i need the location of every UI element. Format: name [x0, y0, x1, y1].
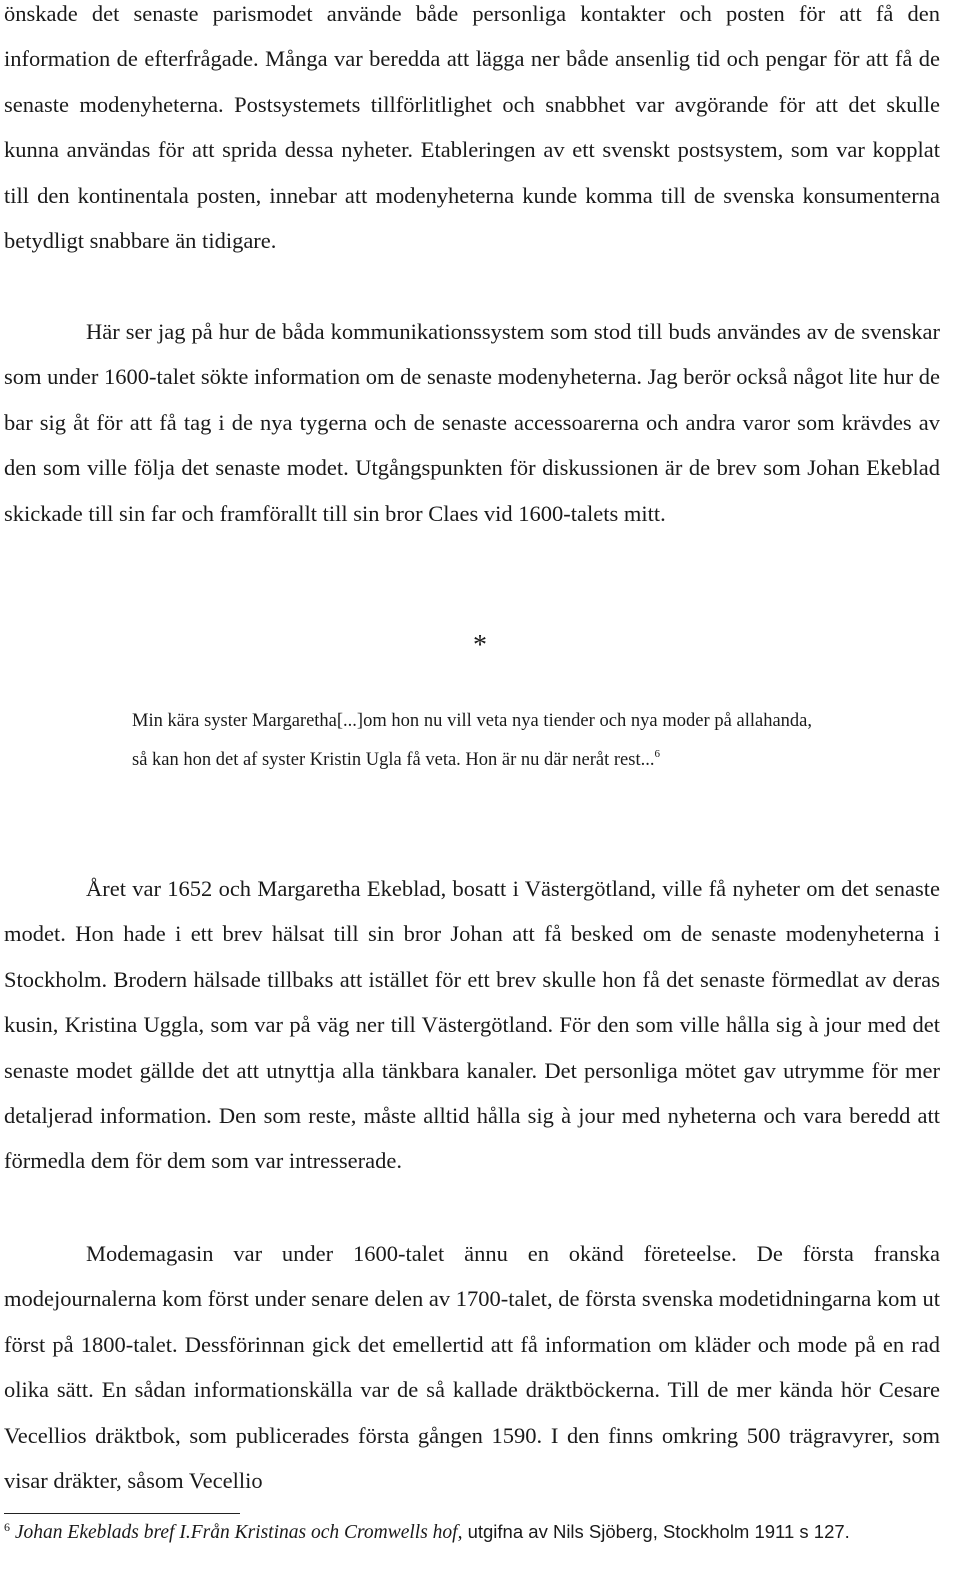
- footnote-divider: [4, 1513, 240, 1514]
- body-paragraph-1: önskade det senaste parismodet använde både personliga kontakter och posten för att få den information de efterfrågade. Många var beredda att lägga ner både ansenlig tid och pengar för att få de senaste modenyheterna. Postsystemets tillförlitlighet och snabbhet var avgörande för att det skulle kunna användas för att sprida dessa nyheter. Etableringen av ett svenskt postsystem, som var kopplat till den kontinentala posten, innebar att modenyheterna kunde komma till de svenska konsumenterna betydligt snabbare än tidigare.: [4, 1, 940, 254]
- block-quote-text: Min kära syster Margaretha[...]om hon nu vill veta nya tiender och nya moder på allahanda, så kan hon det af syster Kristin Ugla få veta. Hon är nu där neråt rest...: [132, 711, 812, 770]
- section-separator: *: [473, 630, 487, 661]
- footnote-citation: utgifna av Nils Sjöberg, Stockholm 1911 s 127.: [462, 1521, 850, 1542]
- footnote-reference: 6: [654, 748, 660, 760]
- footnote-title: Johan Ekeblads bref I.Från Kristinas och Cromwells hof,: [14, 1522, 463, 1543]
- block-quote: [132, 702, 812, 780]
- body-paragraph-4: Modemagasin var under 1600-talet ännu en okänd företeelse. De första franska modejournalerna kom först under senare delen av 1700-talet, de första svenska modetidningarna kom ut först på 1800-talet. Dessförinnan gick det emellertid att få information om kläder och mode på en rad olika sätt. En sådan informationskälla var de så kallade dräktböckerna. Till de mer kända hör Cesare Vecellios dräktbok, som publicerades första gången 1590. I den finns omkring 500 trägravyrer, som visar dräkter, såsom Vecellio: [4, 1241, 940, 1494]
- footnote-number: 6: [4, 1520, 10, 1534]
- footnote: [4, 1519, 940, 1545]
- body-paragraph-2: Här ser jag på hur de båda kommunikationssystem som stod till buds användes av de svenskar som under 1600-talet sökte information om de senaste modenyheterna. Jag berör också något lite hur de bar sig åt för att få tag i de nya tygerna och de senaste accessoarerna och andra varor som krävdes av den som ville följa det senaste modet. Utgångspunkten för diskussionen är de brev som Johan Ekeblad skickade till sin far och framförallt till sin bror Claes vid 1600-talets mitt.: [4, 319, 940, 526]
- body-paragraph-3: Året var 1652 och Margaretha Ekeblad, bosatt i Västergötland, ville få nyheter om det senaste modet. Hon hade i ett brev hälsat till sin bror Johan att få besked om de senaste modenyheterna i Stockholm. Brodern hälsade tillbaks att istället för ett brev skulle hon få det senaste förmedlat av deras kusin, Kristina Uggla, som var på väg ner till Västergötland. För den som ville hålla sig à jour med det senaste modet gällde det att utnyttja alla tänkbara kanaler. Det personliga mötet gav utrymme för mer detaljerad information. Den som reste, måste alltid hålla sig à jour med nyheterna och vara beredd att förmedla dem för dem som var intresserade.: [4, 876, 940, 1174]
